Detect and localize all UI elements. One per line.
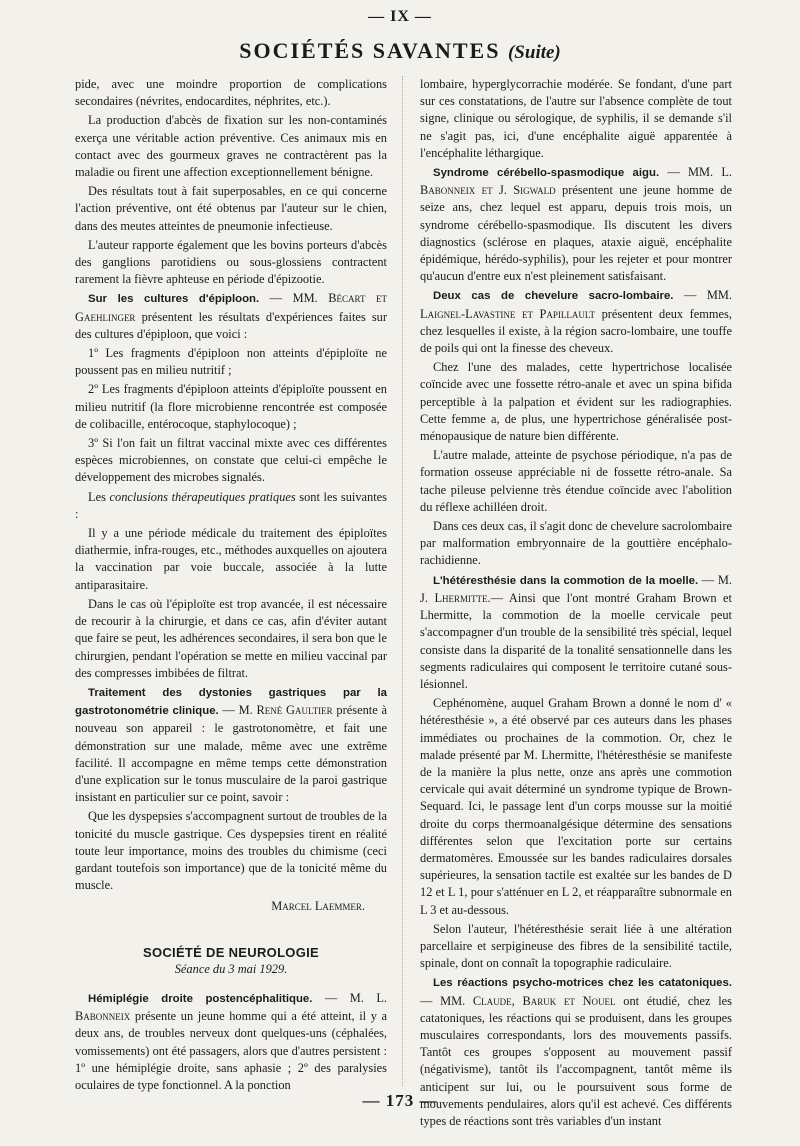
list-item: 3º Si l'on fait un filtrat vaccinal mixte avec ces différentes espèces microbiennes, on constate que celui-ci empêche le développement des microbes signalés. bbox=[75, 436, 387, 485]
list-item: 1º Les fragments d'épiploon non atteints d'épiploïte ne poussent pas en milieu nutritif ; bbox=[75, 346, 387, 378]
paragraph: L'auteur rapporte également que les bovins porteurs d'abcès des ganglions parotidiens ou sous-glossiens contractent rarement la fièvre aphteuse en période d'épizootie. bbox=[75, 237, 387, 287]
paragraph: La production d'abcès de fixation sur les non-contaminés exerça une véritable action préventive. Ces animaux mis en contact avec des gourmeux graves ne contractèrent pas la maladie ou firent une affection exceptionnellement bénigne. bbox=[75, 113, 387, 180]
author-names: MM. L. Babonneix et J. Sigwald bbox=[420, 165, 732, 198]
paragraph-text: — Ainsi que l'ont montré Graham Brown et Lhermitte, la commotion de la moelle cervicale peut s'accompagner d'un trouble de la sensibilité très spécial, lequel consiste dans la disparité de la tonalité sensationnelle dans les segments radiculaires qui composent le territoire cutané sous-lésionnel. bbox=[420, 590, 732, 691]
subsection-title: L'hétéresthésie dans la commotion de la moelle. bbox=[433, 574, 699, 587]
left-column bbox=[75, 76, 387, 1096]
paragraph: Dans le cas où l'épiploïte est trop avancée, il est nécessaire de recourir à la chirurgie, et dans ce cas, afin d'éviter autant que faire se peut, les adhérences secondaires, il sera bon que le chirurgien, pendant l'opération se mette en milieu vaccinal par des compresses imbibées de filtrat. bbox=[75, 596, 387, 680]
paragraph: Que les dyspepsies s'accompagnent surtout de troubles de la tonicité du muscle gastrique. Ces dyspepsies tirent en réalité toute leur importance, moins des troubles du chimisme (ceci gardant toutefois son importance) que de la tonicité même du muscle. bbox=[75, 809, 387, 893]
paragraph: Il y a une période médicale du traitement des épiploïtes diathermie, infra-rouges, etc., méthodes auxquelles on ajoutera la vaccination par voie buccale, associée à la lutte antiparasitaire. bbox=[75, 526, 387, 592]
paragraph: Sur les cultures d'épiploon. — MM. Bécart et Gaehlinger présentent les résultats d'expériences faites sur des cultures d'épiploon, que voici : bbox=[75, 291, 387, 341]
subsection-title: Les réactions psycho-motrices chez les catatoniques. bbox=[433, 977, 732, 990]
author-names: M. J. Lhermitte. bbox=[420, 572, 733, 605]
section-title: SOCIÉTÉ DE NEUROLOGIE bbox=[142, 944, 320, 960]
list-item: 2º Les fragments d'épiploon atteints d'épiploïte poussent en milieu nutritif (la flore microbienne rencontrée est composée de colibacille, entérocoque, staphylocoque) ; bbox=[75, 382, 387, 431]
paragraph-text: sont les suivantes : bbox=[75, 489, 387, 521]
running-head-suite: (Suite) bbox=[507, 42, 561, 63]
paragraph: Des résultats tout à fait superposables, en ce qui concerne l'action préventive, ont été obtenus par l'auteur sur le chien, dans des meutes atteintes de pneumonie infectieuse. bbox=[75, 184, 387, 233]
author-names: MM. Claude, Baruk et Nouel bbox=[440, 993, 616, 1008]
subsection-title: Syndrome cérébello-spasmodique aigu. bbox=[433, 167, 660, 180]
page-number: — 173 — bbox=[362, 1091, 438, 1110]
paragraph: Hémiplégie droite postencéphalitique. — M. L. Babonneix présente un jeune homme qui a été atteint, il y a deux ans, de troubles nerveux dont quelques-uns (céphalées, vomissements) ont été passagers, alors que d'autres persistent : 1º une hémiplégie droite, sans aphasie ; 2º des paralysies oculaires de type fonctionnel. A la ponction bbox=[75, 990, 387, 1092]
author-names: MM. Bécart et Gaehlinger bbox=[75, 291, 387, 324]
subsection-title: Traitement des dystonies gastriques par la gastrotonométrie clinique. bbox=[75, 686, 387, 718]
signature: Marcel Laemmer. bbox=[271, 899, 365, 914]
paragraph: pide, avec une moindre proportion de complications secondaires (névrites, endocardites, néphrites, etc.). bbox=[75, 77, 387, 109]
italic-phrase: conclusions thérapeutiques pratiques bbox=[109, 489, 296, 504]
paragraph: Chez l'une des malades, cette hypertrichose localisée coïncide avec une fossette rétro-anale et avec un spina bifida perceptible à la palpation et évident sur les radiographies. Cette femme a, de plus, une hypertrichose généralisée post-ménopausique de nature bien différente. bbox=[420, 360, 732, 444]
paragraph: Dans ces deux cas, il s'agit donc de chevelure sacrolombaire par malformation embryonnaire de la gouttière encéphalo-rachidienne. bbox=[420, 519, 732, 568]
subsection-title: Sur les cultures d'épiploon. bbox=[88, 293, 260, 306]
paragraph-text: présentent les résultats d'expériences faites sur des cultures d'épiploon, que voici : bbox=[75, 309, 387, 341]
running-head-title: SOCIÉTÉS SAVANTES bbox=[239, 38, 501, 63]
paragraph-text: présentent une jeune homme de seize ans, chez lequel est apparu, depuis trois mois, un syndrome cérébello-spasmodique. Ils discutent les divers diagnostics (sclérose en plaques, ataxie aiguë, encéphalite épidémique, hérédo-syphilis), pour les rejeter et pour montrer qu'aucun d'entre eux n'est pleinement satisfaisant. bbox=[420, 183, 732, 284]
author-names: M. L. Babonneix bbox=[75, 990, 387, 1024]
paragraph bbox=[75, 489, 387, 523]
paragraph-text: Les bbox=[88, 489, 106, 504]
running-head bbox=[0, 38, 800, 63]
top-folio: — IX — bbox=[368, 8, 432, 25]
paragraph: Deux cas de chevelure sacro-lombaire. — MM. Laignel-Lavastine et Papillault présentent deux femmes, chez lesquelles il existe, à la région sacro-lombaire, une touffe de poils qui ont la finesse des cheveux. bbox=[420, 288, 732, 356]
paragraph: Syndrome cérébello-spasmodique aigu. — MM. L. Babonneix et J. Sigwald présentent une jeune homme de seize ans, chez lequel est apparu, depuis trois mois, un syndrome cérébello-spasmodique. Ils discutent les divers diagnostics (sclérose en plaques, ataxie aiguë, encéphalite épidémique, hérédo-syphilis), pour les rejeter et pour montrer qu'aucun d'entre eux n'est pleinement satisfaisant. bbox=[420, 165, 732, 284]
paragraph: Selon l'auteur, l'hétéresthésie serait liée à une altération parcellaire et serpigineuse des fibres de la sensibilité tactile, spinale, dont on connaît la topographie radiculaire. bbox=[420, 921, 732, 971]
paragraph-text: présente un jeune homme qui a été atteint, il y a deux ans, de troubles nerveux dont quelques-uns (céphalées, vomissements) ont été passagers, alors que d'autres persistent : 1º une hémiplégie droite, sans aphasie ; 2º des paralysies oculaires de type fonctionnel. A la ponction bbox=[75, 1009, 387, 1092]
right-column bbox=[420, 76, 732, 1132]
paragraph-text: présente à nouveau son appareil : le gastrotonomètre, et fait une démonstration sur une malade, même avec une extrême facilité. Il accompagne en même temps cette démonstration d'une explication sur le tonus musculaire de la paroi gastrique insistant en particulier sur ce point, savoir : bbox=[75, 703, 387, 805]
subsection-title: Hémiplégie droite postencéphalitique. bbox=[88, 992, 313, 1005]
author-names: M. René Gaultier bbox=[238, 703, 333, 718]
paragraph: Cephénomène, auquel Graham Brown a donné le nom d' « hétéresthésie », a été observé par ces auteurs dans les phases immédiates ou prochaines de la commotion. Or, chez le malade présenté par M. Lhermitte, l'hétéresthésie se manifeste de la manière la plus nette, onze ans après une commotion cervicale qui avait déterminé un syndrome typique de Brown-Sequard. Ici, le passage lent d'un corps mousse sur la moitié droite du corps thermoanalgésique détermine des sensations différentes selon que l'excitation porte sur certains dermatomères. Emoussée sur les bandes radiculaires dorsales supérieures, la sensation tactile est exaltée sur les bandes de D 12 et L 1, pour s'atténuer en L 2, et réapparaître subnormale en L 3 et au-dessous. bbox=[420, 696, 732, 917]
paragraph-text: ont étudié, chez les catatoniques, les réactions qui se produisent, dans les groupes musculaires correspondants, lors des mouvements passifs. Tantôt ces groupes s'opposent au mouvement passif (négativisme), tantôt ils l'accompagnent, tantôt même ils anticipent sur lui, ou le poursuivent sous forme de mouvements pendulaires, alors qu'il est achevé. Ces différents types de réactions sont très variables d'un instant bbox=[420, 993, 732, 1128]
section-date: Séance du 3 mai 1929. bbox=[174, 961, 288, 976]
author-names: MM. Laignel-Lavastine et Papillault bbox=[420, 288, 732, 321]
paragraph: Traitement des dystonies gastriques par la gastrotonométrie clinique. — M. René Gaultier présente à nouveau son appareil : le gastrotonomètre, et fait une démonstration sur une malade, même avec une extrême facilité. Il accompagne en même temps cette démonstration d'une explication sur le tonus musculaire de la paroi gastrique insistant en particulier sur ce point, savoir : bbox=[75, 686, 387, 805]
paragraph-text: présentent deux femmes, chez lesquelles il existe, à la région sacro-lombaire, une touffe de poils qui ont la finesse des cheveux. bbox=[420, 306, 732, 356]
paragraph: lombaire, hyperglycorrachie modérée. Se fondant, d'une part sur ces constatations, de l'autre sur l'absence complète de tout signe, clinique ou sérologique, de syphilis, il se demande s'il ne s'agit pas, ici, d'une encéphalite aiguë apparentée à l'encéphalite léthargique. bbox=[420, 77, 732, 160]
paragraph: L'autre malade, atteinte de psychose périodique, n'a pas de formation osseuse appréciable ni de fossette rétro-anale. Sa tache pileuse pelvienne très étendue coïncide avec l'abolition du réflexe achilléen droit. bbox=[420, 448, 732, 514]
subsection-title: Deux cas de chevelure sacro-lombaire. bbox=[433, 290, 674, 303]
paragraph: Les réactions psycho-motrices chez les catatoniques. — MM. Claude, Baruk et Nouel ont étudié, chez les catatoniques, les réactions qui se produisent, dans les groupes musculaires correspondants, lors des mouvements passifs. Tantôt ces groupes s'opposent au mouvement passif (négativisme), tantôt ils l'accompagnent, tantôt même ils anticipent sur lui, ou le poursuivent sous forme de mouvements pendulaires, alors qu'il est achevé. Ces différents types de réactions sont très variables d'un instant bbox=[420, 977, 732, 1128]
paragraph: L'hétéresthésie dans la commotion de la moelle. — M. J. Lhermitte.— Ainsi que l'ont montré Graham Brown et Lhermitte, la commotion de la moelle cervicale peut s'accompagner d'un trouble de la sensibilité très spécial, lequel consiste dans la disparité de la tonalité sensationnelle dans les segments radiculaires qui composent le territoire cutané sous-lésionnel. bbox=[420, 572, 733, 691]
column-divider bbox=[402, 76, 403, 1086]
